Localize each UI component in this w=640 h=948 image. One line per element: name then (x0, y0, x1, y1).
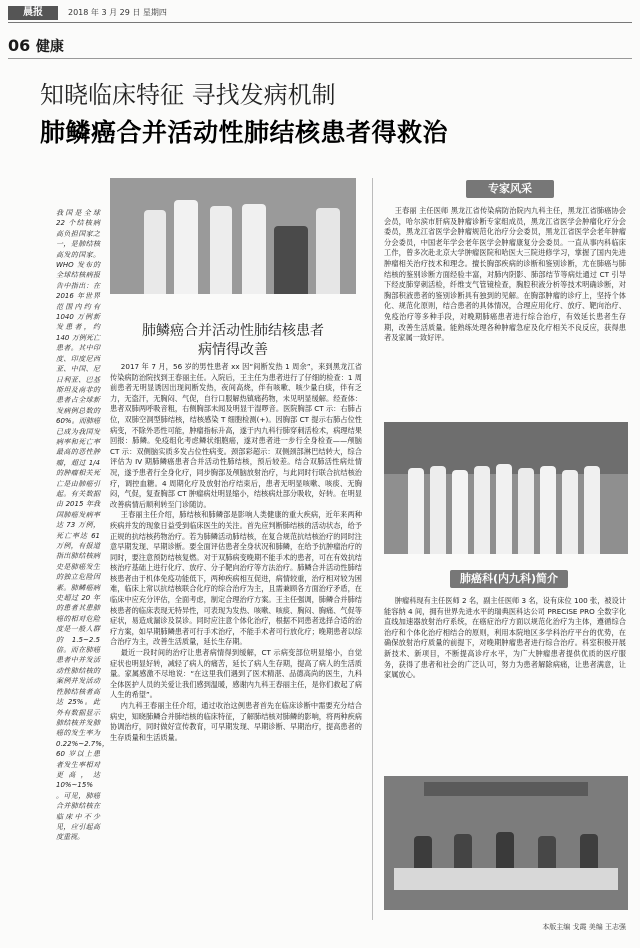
staff-figure (540, 466, 556, 554)
staff-figure (584, 466, 600, 554)
article-sidebar: 我国是全球 22 个结核病高负担国家之一，是肺结核高发的国家。WHO 发布的全球结核病报告中指出：在 2016 年世界范围内约有 1040 万例新发患者，约 140 万例死亡患者。其中印度、印度尼西亚、中国、尼日利亚、巴基斯坦及南非的患者占全球新发病例总数的 60%。而肺癌已成为我国发病率和死亡率最高的恶性肿瘤，超过 1/4 的肿瘤相关死亡是由肺癌引起。有关数据由 2015 年我国肺癌发病率达 73 万例，死亡率达 61 万例，有报道指出肺结核病史是肺癌发生的独立危险因素。肺鳞癌病史超过 20 年的患者其患肺癌的相对危险度是一般人群的 1.5~2.5 倍。而在肺癌患者中并发活动性肺结核的案例并发活动性肺结核者高达 25%。此外有数据显示肺结核并发肺癌的发生率为 0.22%~2.7%，60 岁以上患者发生率相对更高，达 10%~15% 。可见，肺癌合并肺结核在临床中不少见，应引起高度重视。 (56, 209, 109, 842)
staff-figure (496, 464, 512, 554)
staff-figure (518, 468, 534, 554)
meeting-table (394, 868, 618, 890)
section-number: 06 (8, 36, 31, 55)
patient-figure (274, 226, 308, 294)
issue-date: 2018 年 3 月 29 日 星期四 (68, 8, 167, 17)
article-paragraph: 最近一段时间的治疗让患者病情得到缓解，CT 示病变部位明显缩小，自觉症状也明显好转，减轻了病人的痛苦，延长了病人生存期，提高了病人的生活质量。家属感激不尽地说：“在这里我们遇到了医术精湛、品德高尚的医生，九科全体医护人员的关爱让我们感到温暖，感谢内九科王春丽主任，是你们救起了病人生的希望”。 (110, 648, 362, 700)
section-header (8, 36, 64, 57)
attendee-figure (580, 834, 598, 868)
staff-figure (408, 468, 424, 554)
top-rule (8, 22, 632, 23)
section-rule (8, 58, 632, 59)
doctor-figure (174, 200, 198, 294)
attendee-figure (538, 836, 556, 868)
meeting-banner (424, 782, 588, 796)
doctor-figure (144, 210, 166, 294)
editor-credit: 本版主编 戈霞 美编 王志强 (542, 923, 626, 931)
article-kicker: 知晓临床特征 寻找发病机制 (40, 81, 336, 109)
section-name: 健康 (35, 39, 64, 55)
attendee-figure (414, 836, 432, 868)
newspaper-logo: 晨报 (8, 6, 58, 20)
doctor-figure (210, 206, 232, 294)
article-body (110, 362, 362, 918)
doctor-figure (242, 204, 266, 294)
attendee-figure (496, 832, 514, 868)
photo-caption (110, 322, 356, 360)
article-headline: 肺鳞癌合并活动性肺结核患者得救治 (40, 118, 449, 147)
article-paragraph: 内九科王春丽主任介绍，通过收治这例患者首先在临床诊断中需要充分结合病史，知晓肺鳞合并肺结核的临床特征，了解肺结核对肺鳞的影响，将两种疾病协调治疗，同时做好宣传教育，可早期发现、早期诊断、早期治疗，提高患者的生存质量和生活质量。 (110, 701, 362, 742)
expert-bio: 王春丽 主任医师 黑龙江省传染病防治院内九科主任，黑龙江省肺癌协会会员，哈尔滨市肝病及肿瘤诊断专家组成员，黑龙江省医学会肿瘤化疗分会委员，黑龙江省医学会肿瘤规范化治疗分会委员，黑龙江省医学会老年肿瘤分会委员，中国老年学会老年医学会肿瘤康复分会委员。一直从事内科临床工作，曾多次赴北京大学肿瘤医院和哈医大三院进修学习，掌握了国内先进肿瘤相关治疗技术和理念。擅长胸部疾病的诊断和鉴别诊断，尤在肺癌与肺结核的鉴别诊断方面经验丰富，对肺内阴影、肺部结节等病灶通过 CT 引导下经皮肺穿刺活检，纤维支气管镜检查，胸腔积液分析等技术明确诊断，对胸部积液患者的鉴别诊断具有独到的见解。在胸部肿瘤的诊疗上，坚持个体化、规范化原则，结合患者的具体情况，合理应用化疗、放疗、靶向治疗、免疫治疗等多种手段，对晚期肺癌患者进行综合治疗，有效延长患者生存期，改善生活质量。能熟练处理各种肿瘤急症及化疗相关不良反应，获得患者及家属一致好评。 (384, 206, 626, 343)
photo-caption-line2: 病情得改善 (198, 342, 268, 358)
staff-figure (452, 470, 468, 554)
team-photo (384, 422, 628, 554)
photo-caption-line1: 肺鳞癌合并活动性肺结核患者 (142, 323, 324, 339)
staff-figure (474, 466, 490, 554)
meeting-photo (384, 776, 628, 910)
attendee-figure (454, 834, 472, 868)
doctor-figure (316, 208, 340, 294)
masthead (8, 6, 632, 20)
patient-photo (110, 178, 356, 294)
staff-figure (430, 466, 446, 554)
staff-figure (562, 470, 578, 554)
article-paragraph: 2017 年 7 月，56 岁的男性患者 xx 因“间断发热 1 周余”，来到黑龙江省传染病防治院找到王春丽主任。入院后，王主任为患者进行了仔细的检查：1 周前患者无明显诱因出现间断发热，夜间高烧，伴有咳嗽、咳少量白痰，伴有乏力，无盗汗，无胸闷、气促，自行口服解热镇痛药物，未见明显缓解。经查体：患者双肺两呼吸音粗，右侧胸部未闻及明显干湿啰音。医院胸部 CT 示：右肺占位，双肺空洞型肺结核，结核感染 T 细胞检测(+)。因胸部 CT 提示右肺占位性病变，不除外恶性可能，肿瘤指标升高，遂于内九科行肺穿刺活检术，病理结果回报：肺鳞。免疫组化考虑鳞状细胞癌，遂对患者进一步行全身检查——颅脑 CT 示：双侧脑实质多发占位性病变。颈部彩超示：双侧颈部淋巴结转大，综合评估为 IV 期肺鳞癌患者合并活动性肺结核，预后较差。结合双肺活性病灶情况，遂予患者行全身化疗，同步胸部及颅脑放射治疗，与此同时行联合抗结核治疗，调控血糖。4 周期化疗及放射治疗结束后，患者无明显咳嗽、咳痰、无胸闷，气促，复查胸部 CT 肿瘤病灶明显缩小，结核病灶部分吸收，好转。在明显改善病情后顺利转至门诊随访。 (110, 362, 362, 509)
column-divider (372, 178, 373, 920)
department-badge: 肺癌科(内九科)简介 (450, 570, 568, 588)
expert-badge: 专家风采 (466, 180, 554, 198)
department-intro: 肿瘤科现有主任医师 2 名，副主任医师 3 名，设有床位 100 张，被设计能容纳 4 间，拥有世界先进水平的瑞典医科达公司 PRECISE PRO 全数字化直线加速器放射治疗系统，在癌症治疗方面以规范化治疗为主体，遵循综合治疗和个体化治疗相结合的原则，利用本院地区多学科治疗平台的优势，在确保放射治疗质量的前提下，对晚期肿瘤患者进行综合治疗。科室积极开展新技术、新项目，不断提高诊疗水平，为广大肿瘤患者提供优质的医疗服务，获得了患者和社会的广泛认可，努力为患者解除病痛，让患者满意，让家属放心。 (384, 596, 626, 680)
article-paragraph: 王春丽主任介绍，肺结核和肺鳞部是影响人类健康的重大疾病，近年来两种疾病并发的现象日益受到临床医生的关注。首先应判断肺结核的活动状态，给予正规的抗结核药物治疗。若为肺鳞活动肺结核，在复合规范抗结核治疗的同时注意早期发现、早期诊断。要全面评估患者全身状况和肺鳞，在给予抗肿瘤治疗的同时，要注意预防结核复燃。对于双肺病变晚期不能手术的患者，可在有效抗结核治疗基础上进行化疗、放疗、分子靶向治疗等方法治疗。肺鳞合并活动性肺结核患者由于机体免疫功能低下，两种疾病相互促进，病情较重，治疗相对较为困难，临床上常以抗结核联合化疗的综合治疗为主，且需兼顾各方面治疗矛盾，在临床中应充分评估，全面考虑，制定合理治疗方案。王主任强调，肺鳞合并肺结核患者的临床表现无特异性，可表现为发热、咳嗽、咳痰、胸闷、胸痛、气促等症状，易造成漏诊及误诊。同时应注意个体化治疗，根据不同患者选择合适的治疗方案，如早期肺鳞患者可行手术治疗，不能手术者可行放化疗；晚期患者以综合治疗为主，改善生活质量，延长生存期。 (110, 510, 362, 647)
